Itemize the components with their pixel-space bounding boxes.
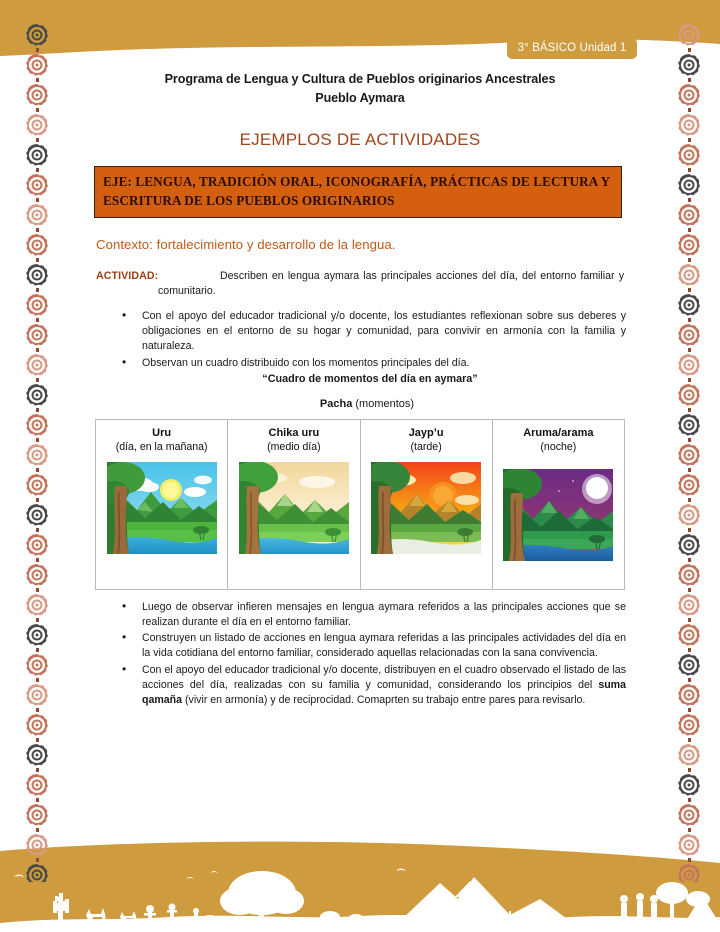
border-medallion-icon (24, 202, 50, 228)
bullet-list-bottom (120, 600, 626, 708)
list-item-suma-qamana (120, 663, 626, 709)
border-medallion-icon (24, 532, 50, 558)
border-medallion-icon (24, 772, 50, 798)
border-medallion-icon (676, 412, 702, 438)
actividad-block (96, 269, 624, 299)
border-medallion-icon (676, 112, 702, 138)
border-medallion-icon (24, 322, 50, 348)
pacha-gloss: (momentos) (352, 397, 415, 410)
border-medallion-icon (676, 22, 702, 48)
bullet-list-top (120, 309, 626, 371)
border-medallion-icon (676, 352, 702, 378)
moment-term-aruma: Aruma/arama (523, 426, 594, 439)
border-medallion-icon (24, 562, 50, 588)
border-medallion-icon (24, 652, 50, 678)
moment-gloss-jaypu: (tarde) (410, 441, 442, 454)
list-item: • Con el apoyo del educador tradicional y/o docente, los estudiantes reflexionan sobre sus deberes y obligaciones en el entorno de su hogar y comunidad, para convivir en armonía con la familia y naturaleza. (120, 309, 626, 355)
border-medallion-icon (676, 622, 702, 648)
landscape-night-image (503, 469, 613, 561)
moment-gloss-chika-uru: (medio día) (267, 441, 321, 454)
moment-gloss-uru: (día, en la mañana) (115, 441, 208, 454)
suma-qamana-term: suma qamaña (142, 678, 626, 707)
border-medallion-icon (24, 142, 50, 168)
border-medallion-icon (676, 262, 702, 288)
border-medallion-icon (24, 82, 50, 108)
list-item: • Observan un cuadro distribuido con los momentos principales del día. (120, 356, 626, 371)
border-medallion-icon (24, 262, 50, 288)
eje-banner: EJE: LENGUA, TRADICIÓN ORAL, ICONOGRAFÍA, PRÁCTICAS DE LECTURA Y ESCRITURA DE LOS PUEBLOS ORIGINARIOS (94, 166, 622, 218)
document-content (62, 70, 658, 709)
table-cell-jaypu (360, 419, 492, 589)
border-medallion-icon (676, 712, 702, 738)
border-medallion-icon (676, 472, 702, 498)
table-cell-aruma (492, 419, 624, 589)
last-bullet-part1: Con el apoyo del educador tradicional y/o docente, distribuyen en el cuadro observado el listado de las acciones del día, realizadas con su familia y comunidad, considerando los principios del (142, 663, 626, 691)
landscape-morning-image (107, 462, 217, 554)
border-medallion-icon (24, 502, 50, 528)
moments-table (95, 419, 625, 590)
border-medallion-icon (676, 202, 702, 228)
border-medallion-icon (676, 142, 702, 168)
border-medallion-icon (24, 412, 50, 438)
border-medallion-icon (676, 502, 702, 528)
actividad-label: ACTIVIDAD: (96, 270, 159, 282)
program-line-1: Programa de Lengua y Cultura de Pueblos originarios Ancestrales (164, 72, 556, 86)
border-medallion-icon (676, 442, 702, 468)
border-medallion-icon (676, 52, 702, 78)
pacha-label (76, 398, 658, 410)
border-medallion-icon (676, 862, 702, 882)
moment-term-uru: Uru (152, 426, 172, 439)
border-medallion-icon (24, 832, 50, 858)
border-medallion-icon (24, 472, 50, 498)
left-decorative-border (20, 22, 54, 882)
border-medallion-icon (24, 862, 50, 882)
landscape-midday-image (239, 462, 349, 554)
border-medallion-icon (676, 172, 702, 198)
border-medallion-icon (24, 22, 50, 48)
border-medallion-icon (676, 382, 702, 408)
pacha-term: Pacha (319, 397, 353, 410)
border-medallion-icon (24, 352, 50, 378)
moment-gloss-aruma: (noche) (540, 441, 577, 454)
border-medallion-icon (676, 82, 702, 108)
actividad-text: Describen en lengua aymara las principales acciones del día, del entorno familiar y comunitario. (158, 270, 624, 297)
border-medallion-icon (676, 562, 702, 588)
border-medallion-icon (24, 742, 50, 768)
last-bullet-part2: (vivir en armonía) y de reciprocidad. Comaprten su trabajo entre pares para revisarlo. (182, 694, 586, 707)
border-medallion-icon (676, 682, 702, 708)
border-medallion-icon (24, 682, 50, 708)
border-medallion-icon (676, 292, 702, 318)
border-medallion-icon (24, 802, 50, 828)
border-medallion-icon (676, 832, 702, 858)
border-medallion-icon (676, 592, 702, 618)
border-medallion-icon (676, 802, 702, 828)
bottom-decorative-band (0, 837, 720, 932)
table-row (96, 419, 625, 589)
border-medallion-icon (24, 292, 50, 318)
border-medallion-icon (24, 112, 50, 138)
border-medallion-icon (24, 442, 50, 468)
list-item: • Construyen un listado de acciones en lengua aymara referidas a las principales actividades del día en la vida cotidiana del entorno familiar, considerado aquellas relacionadas con la sana convivencia. (120, 631, 626, 661)
border-medallion-icon (24, 622, 50, 648)
list-item: • Luego de observar infieren mensajes en lengua aymara referidos a las principales acciones que se realizan durante el día en el entorno familiar. (120, 600, 626, 630)
border-medallion-icon (24, 52, 50, 78)
border-medallion-icon (676, 652, 702, 678)
right-decorative-border (672, 22, 706, 882)
landscape-afternoon-image (371, 462, 481, 554)
border-medallion-icon (24, 172, 50, 198)
moment-term-jaypu: Jayp’u (408, 426, 444, 439)
border-medallion-icon (676, 742, 702, 768)
border-medallion-icon (24, 232, 50, 258)
border-medallion-icon (676, 232, 702, 258)
border-medallion-icon (24, 592, 50, 618)
moment-term-chika-uru: Chika uru (268, 426, 320, 439)
contexto-line: Contexto: fortalecimiento y desarrollo de la lengua. (96, 237, 396, 252)
border-medallion-icon (676, 532, 702, 558)
program-line-2: Pueblo Aymara (315, 90, 405, 105)
cuadro-title: “Cuadro de momentos del día en aymara” (262, 372, 478, 385)
border-medallion-icon (676, 322, 702, 348)
border-medallion-icon (24, 382, 50, 408)
unit-badge: 3° BÁSICO Unidad 1 (507, 38, 637, 59)
table-cell-uru (96, 419, 228, 589)
border-medallion-icon (24, 712, 50, 738)
page-title (62, 70, 658, 107)
table-cell-chika-uru (228, 419, 360, 589)
border-medallion-icon (676, 772, 702, 798)
section-title: EJEMPLOS DE ACTIVIDADES (239, 130, 481, 149)
